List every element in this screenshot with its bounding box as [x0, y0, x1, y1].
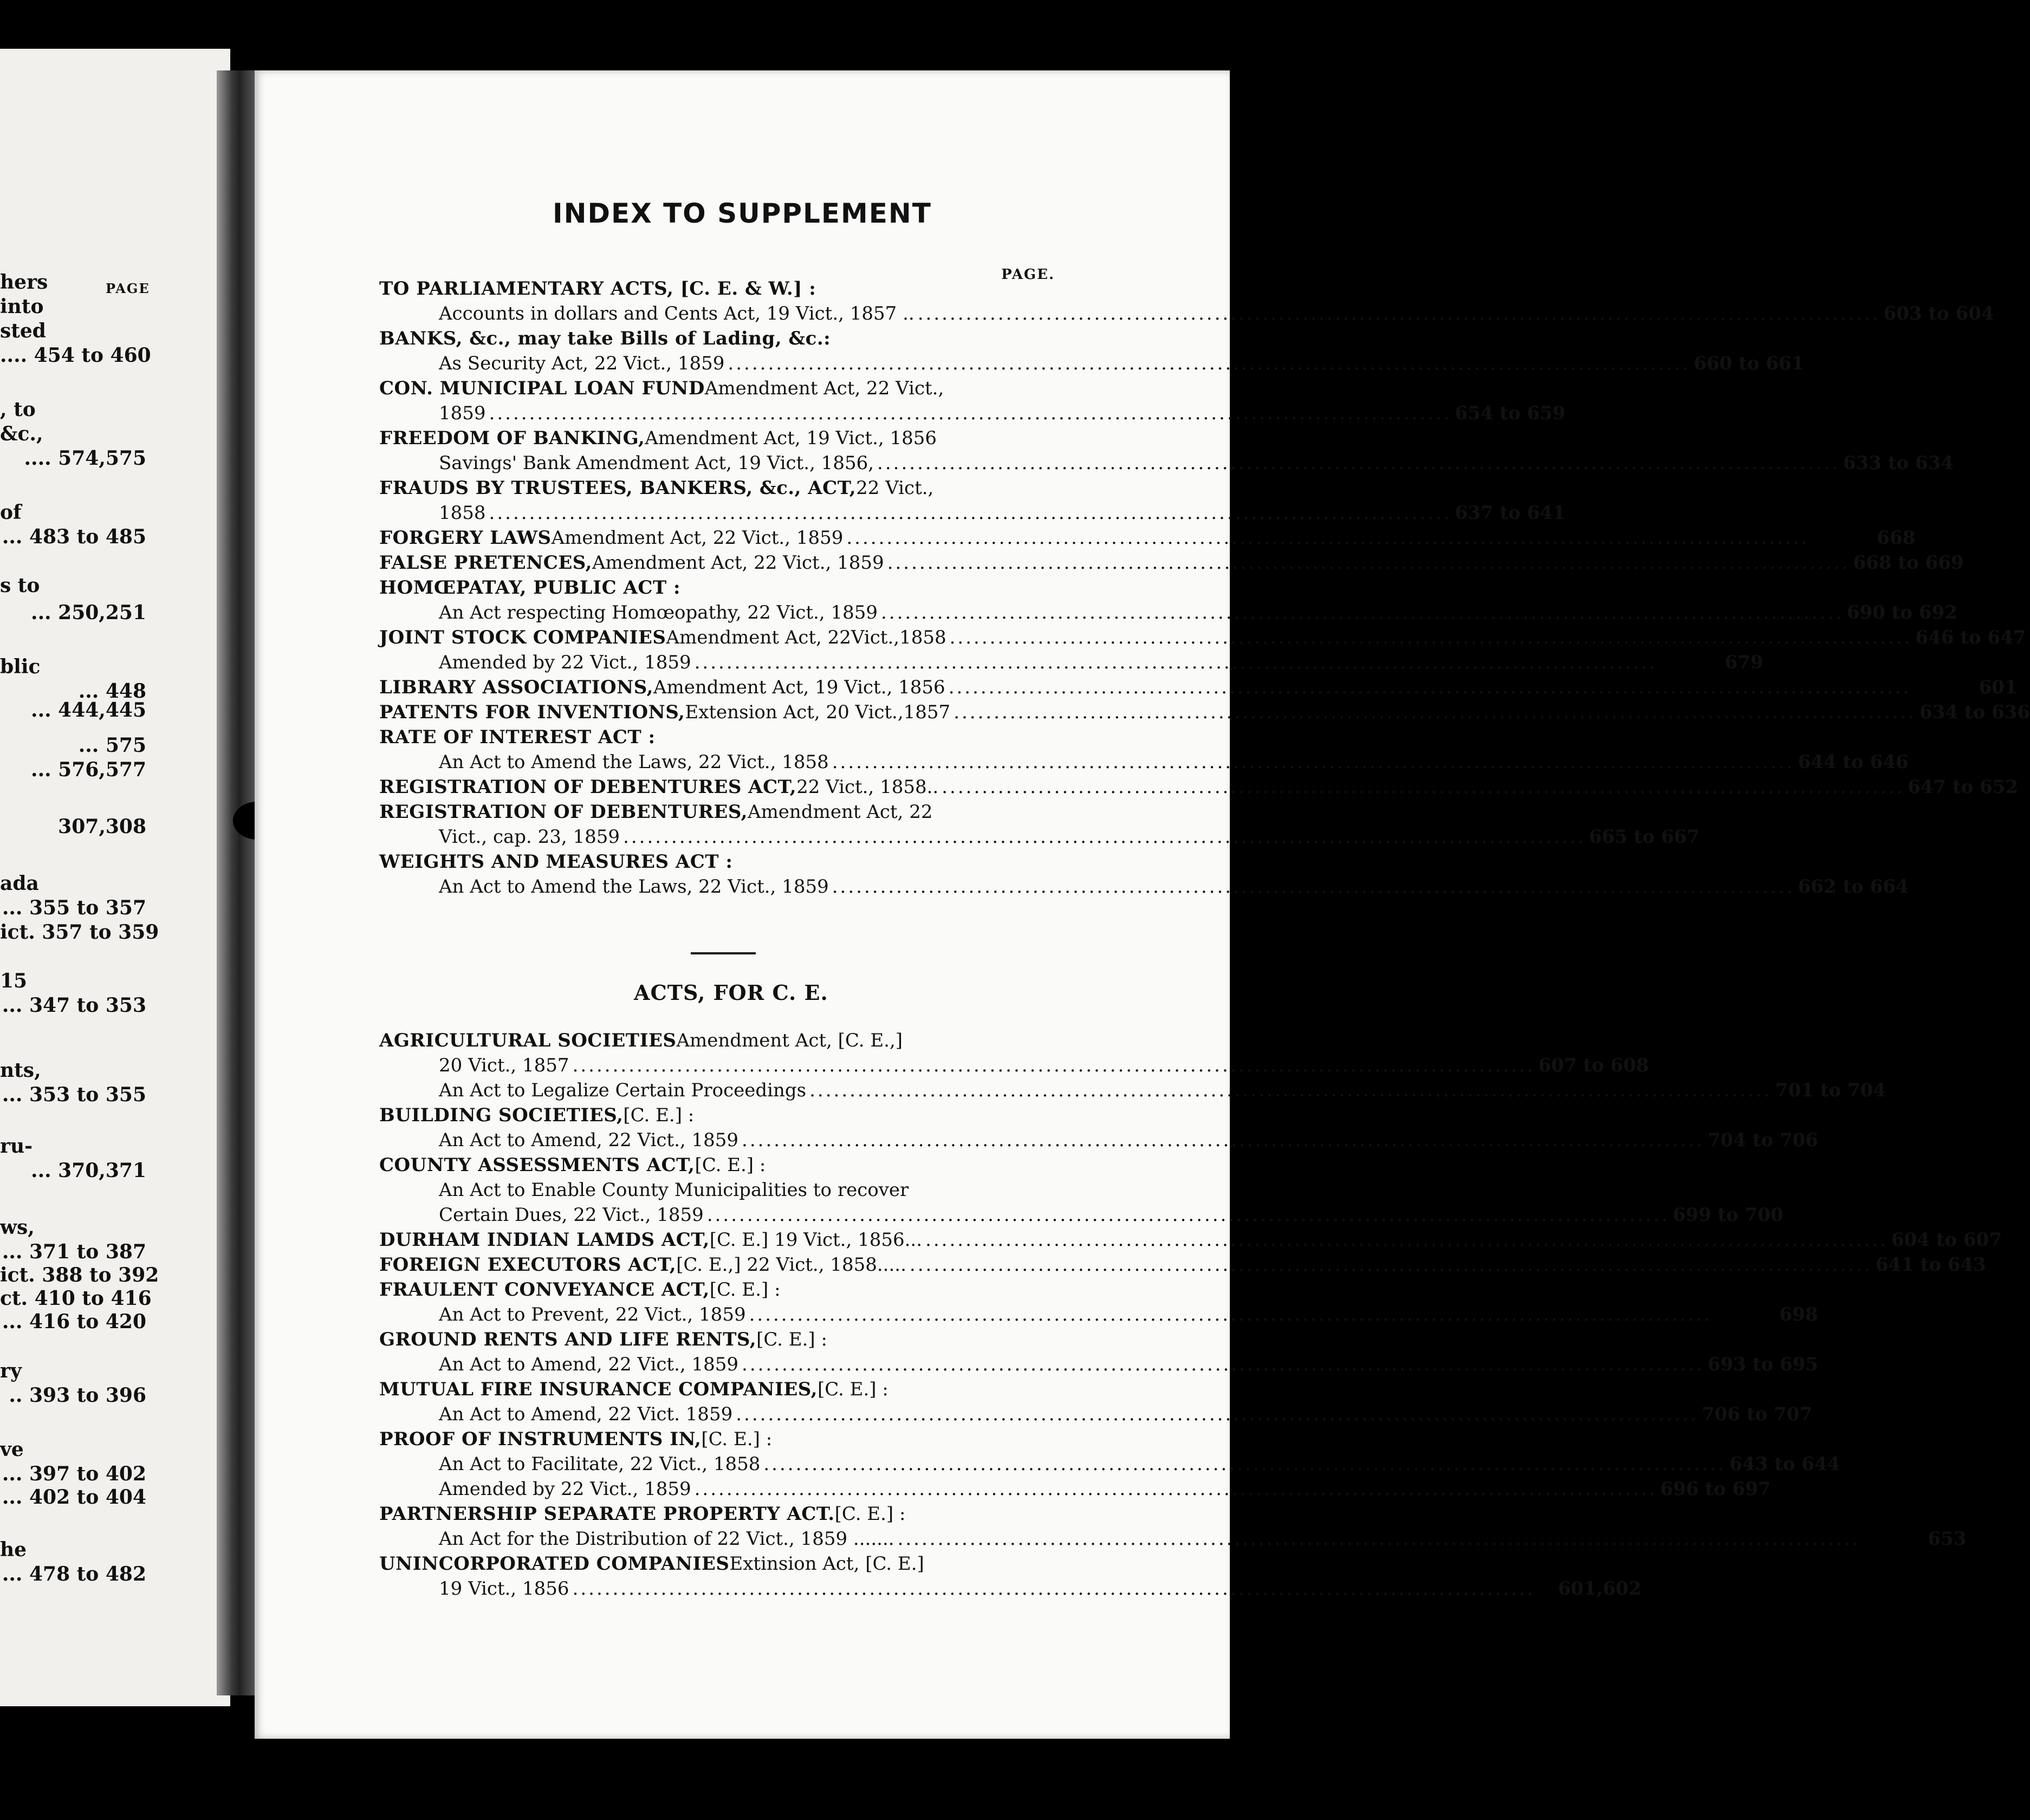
entry-heading: FRAULENT CONVEYANCE ACT, — [379, 1279, 710, 1301]
page-reference: 660 to 661 — [1694, 353, 1805, 374]
dot-leader: ........................................................................................................................ — [736, 1403, 1699, 1425]
entry-text: 22 Vict., — [856, 477, 934, 499]
left-fragment: ... 483 to 485 — [2, 525, 146, 548]
entry-text: [C. E.] 19 Vict., 1856... — [709, 1229, 923, 1251]
entry-text: Amendment Act, 19 Vict., 1856 — [645, 427, 937, 449]
dot-leader: ........................................................................................................................ — [877, 452, 1840, 474]
dot-leader: ........................................................................................................................ — [572, 1055, 1535, 1076]
dot-leader: ........................................................................................................................ — [749, 1304, 1712, 1325]
index-entry — [379, 625, 2026, 650]
dot-leader: ........................................................................................................................ — [623, 826, 1586, 848]
entry-heading: PARTNERSHIP SEPARATE PROPERTY ACT. — [379, 1503, 835, 1525]
left-fragment: ws, — [0, 1216, 35, 1239]
index-entry — [379, 1402, 1813, 1427]
page-reference: 634 to 636 — [1919, 701, 2030, 723]
left-fragment: ... 478 to 482 — [2, 1563, 146, 1585]
left-fragment: ... 576,577 — [31, 758, 146, 781]
index-entry — [379, 1153, 1078, 1178]
index-entry — [379, 775, 2019, 800]
entry-text: Amendment Act, 22 Vict., 1859 — [551, 527, 844, 549]
entry-text: [C. E.] : — [817, 1379, 888, 1400]
left-fragment: .... 454 to 460 — [0, 344, 151, 367]
entry-text: Amendment Act, 22 Vict., — [704, 378, 944, 399]
entry-text: Extinsion Act, [C. E.] — [729, 1553, 924, 1575]
index-entry — [379, 276, 1078, 301]
left-page — [0, 49, 230, 1706]
dot-leader: ........................................................................................................................ — [832, 751, 1795, 773]
entry-text: Amendment Act, 22 — [748, 801, 933, 823]
index-entry — [379, 575, 1078, 600]
dot-leader: ........................................................................................................................ — [887, 552, 1850, 574]
page-reference: 690 to 692 — [1846, 602, 1957, 623]
entry-heading: WEIGHTS AND MEASURES ACT : — [379, 851, 733, 873]
entry-text: Certain Dues, 22 Vict., 1859 — [439, 1204, 704, 1226]
entry-text: Amendment Act, 22 Vict., 1859 — [592, 552, 884, 574]
index-entry — [379, 401, 1566, 426]
left-fragment: into — [0, 295, 44, 318]
page-reference: 646 to 647 — [1915, 627, 2026, 648]
dot-leader: ........................................................................................................................ — [954, 701, 1917, 723]
index-entry — [379, 301, 1994, 326]
left-fragment: 307,308 — [58, 815, 146, 838]
index-entry — [379, 1202, 1783, 1227]
dot-leader: ........................................................................................................................ — [942, 776, 1905, 798]
left-page-header: PAGE — [106, 281, 150, 296]
index-entry — [379, 326, 1078, 351]
entry-text: 1858 — [439, 502, 486, 524]
dot-leader: ........................................................................................................................ — [728, 353, 1691, 374]
left-fragment: .. 393 to 396 — [9, 1384, 146, 1407]
entry-text: [C. E.] : — [623, 1104, 695, 1126]
index-entry — [379, 750, 1909, 775]
left-fragment: he — [0, 1538, 27, 1561]
entry-text: Vict., cap. 23, 1859 — [439, 826, 620, 848]
page-reference: 668 — [1877, 527, 1916, 549]
index-entry — [379, 1227, 2002, 1252]
entry-text: As Security Act, 22 Vict., 1859 — [439, 353, 725, 374]
entry-text: [C. E.] : — [756, 1329, 827, 1350]
left-fragment: 15 — [0, 970, 28, 992]
dot-leader: ........................................................................................................................ — [489, 402, 1452, 424]
entry-text: An Act to Prevent, 22 Vict., 1859 — [439, 1304, 746, 1325]
page-reference: 704 to 706 — [1707, 1129, 1818, 1151]
page-reference: 701 to 704 — [1775, 1080, 1886, 1101]
entry-heading: COUNTY ASSESSMENTS ACT, — [379, 1154, 695, 1176]
index-entry — [379, 1128, 1818, 1153]
dot-leader: ........................................................................................................................ — [881, 602, 1844, 623]
dot-leader: ........................................................................................................................ — [572, 1578, 1535, 1600]
index-entry — [379, 1477, 1771, 1502]
page-reference: 641 to 643 — [1875, 1254, 1986, 1276]
left-fragment: of — [0, 501, 22, 524]
entry-text: [C. E.] : — [834, 1503, 906, 1525]
left-fragment: ru- — [0, 1135, 33, 1158]
page-reference: 603 to 604 — [1883, 303, 1994, 324]
index-entry — [379, 1178, 1078, 1202]
dot-leader: ........................................................................................................................ — [706, 1204, 1670, 1226]
index-entry — [379, 600, 1957, 625]
index-entry — [379, 824, 1700, 849]
entry-heading: FRAUDS BY TRUSTEES, BANKERS, &c., ACT, — [379, 477, 857, 499]
left-fragment: ... 347 to 353 — [2, 994, 146, 1017]
index-entry — [379, 725, 1078, 750]
dot-leader: ........................................................................................................................ — [897, 1528, 1860, 1550]
left-fragment: .... 574,575 — [24, 447, 146, 470]
entry-text: An Act to Enable County Municipalities to recover — [439, 1179, 909, 1201]
dot-leader: ........................................................................................................................ — [742, 1129, 1704, 1151]
book-gutter — [217, 70, 255, 1695]
entry-text: 22 Vict., 1858.. — [796, 776, 939, 798]
dot-leader: ........................................................................................................................ — [949, 627, 1912, 648]
entry-text: Extension Act, 20 Vict.,1857 — [685, 701, 951, 723]
index-entry — [379, 1551, 1078, 1576]
entry-heading: DURHAM INDIAN LAMDS ACT, — [379, 1229, 710, 1251]
entry-heading: BANKS, &c., may take Bills of Lading, &c.: — [379, 328, 831, 349]
left-fragment: &c., — [0, 422, 43, 445]
dot-leader: ........................................................................................................................ — [489, 502, 1452, 524]
entry-text: Accounts in dollars and Cents Act, 19 Vict., 1857 .. — [439, 303, 915, 324]
entry-text: 20 Vict., 1857 — [439, 1055, 569, 1076]
index-entry — [379, 1452, 1840, 1477]
entry-text: 19 Vict., 1856 — [439, 1578, 569, 1600]
left-fragment: ... 416 to 420 — [2, 1310, 146, 1333]
entry-text: [C. E.,] 22 Vict., 1858..... — [676, 1254, 906, 1276]
entry-text: An Act to Amend, 22 Vict., 1859 — [439, 1354, 739, 1375]
left-fragment: ... 353 to 355 — [2, 1083, 146, 1106]
index-entry — [379, 376, 1078, 401]
dot-leader: ........................................................................................................................ — [809, 1080, 1773, 1101]
dot-leader: ........................................................................................................................ — [846, 527, 1810, 549]
page-reference: 706 to 707 — [1702, 1403, 1813, 1425]
entry-text: An Act to Legalize Certain Proceedings — [439, 1080, 807, 1101]
index-entry — [379, 1576, 1642, 1601]
index-entry — [379, 426, 1078, 451]
left-fragment: ct. 410 to 416 — [0, 1287, 152, 1310]
left-fragment: ict. 388 to 392 — [0, 1264, 159, 1286]
page-reference: 668 to 669 — [1853, 552, 1964, 574]
entry-heading: JOINT STOCK COMPANIES — [379, 627, 666, 648]
entry-heading: FALSE PRETENCES, — [379, 552, 592, 574]
page-reference: 654 to 659 — [1455, 402, 1566, 424]
index-entry — [379, 476, 1078, 500]
dot-leader: ........................................................................................................................ — [694, 1478, 1657, 1500]
entry-text: Amended by 22 Vict., 1859 — [439, 652, 691, 673]
page-reference: 696 to 697 — [1660, 1478, 1771, 1500]
entry-text: An Act to Amend, 22 Vict. 1859 — [439, 1403, 733, 1425]
left-fragment: ... 444,445 — [31, 699, 146, 722]
page-reference: 653 — [1928, 1528, 1967, 1550]
dot-leader: ........................................................................................................................ — [909, 1254, 1872, 1276]
index-entry — [379, 1526, 1967, 1551]
dot-leader: ........................................................................................................................ — [948, 677, 1911, 698]
entry-text: An Act to Facilitate, 22 Vict., 1858 — [439, 1453, 761, 1475]
page-reference: 644 to 646 — [1798, 751, 1909, 773]
index-entry — [379, 1302, 1818, 1327]
entry-heading: MUTUAL FIRE INSURANCE COMPANIES, — [379, 1379, 818, 1400]
section-divider — [691, 952, 756, 954]
index-entry — [379, 351, 1805, 376]
index-entry — [379, 451, 1954, 476]
entry-heading: TO PARLIAMENTARY ACTS, [C. E. & W.] : — [379, 278, 816, 300]
index-entry — [379, 650, 1763, 675]
entry-text: An Act respecting Homœopathy, 22 Vict., 1859 — [439, 602, 878, 623]
index-entry — [379, 1352, 1818, 1377]
entry-text: An Act for the Distribution of 22 Vict., 1859 ....... — [439, 1528, 894, 1550]
index-entry — [379, 1103, 1078, 1128]
page-reference: 647 to 652 — [1908, 776, 2019, 798]
left-fragment: ... 250,251 — [31, 601, 146, 624]
page-title: INDEX TO SUPPLEMENT — [553, 198, 932, 229]
entry-heading: REGISTRATION OF DEBENTURES, — [379, 801, 748, 823]
page-reference: 679 — [1724, 652, 1763, 673]
index-entry — [379, 849, 1078, 874]
page-reference: 643 to 644 — [1729, 1453, 1840, 1475]
entry-heading: BUILDING SOCIETIES, — [379, 1104, 624, 1126]
entry-heading: HOMŒPATAY, PUBLIC ACT : — [379, 577, 681, 599]
index-entry — [379, 1028, 1078, 1053]
index-entry — [379, 1053, 1649, 1078]
left-fragment: sted — [0, 320, 46, 342]
entry-text: Amendment Act, [C. E.,] — [676, 1030, 903, 1051]
section-title: ACTS, FOR C. E. — [634, 980, 828, 1005]
page-reference: 665 to 667 — [1588, 826, 1700, 848]
index-entry — [379, 1427, 1078, 1452]
entry-heading: FOREIGN EXECUTORS ACT, — [379, 1254, 677, 1276]
index-entry — [379, 500, 1566, 525]
entry-text: An Act to Amend the Laws, 22 Vict., 1859 — [439, 876, 829, 898]
left-fragment: nts, — [0, 1059, 41, 1082]
index-entry — [379, 1252, 1986, 1277]
entry-text: [C. E.] : — [709, 1279, 781, 1301]
entry-heading: PATENTS FOR INVENTIONS, — [379, 701, 685, 723]
dot-leader: ........................................................................................................................ — [917, 303, 1880, 324]
left-fragment: ... 370,371 — [31, 1159, 146, 1182]
left-fragment: ... 575 — [78, 734, 146, 757]
index-entry — [379, 1377, 1078, 1402]
index-entry — [379, 550, 1964, 575]
entry-text: An Act to Amend the Laws, 22 Vict., 1858 — [439, 751, 829, 773]
entry-heading: AGRICULTURAL SOCIETIES — [379, 1030, 677, 1051]
entry-heading: FORGERY LAWS — [379, 527, 552, 549]
entry-heading: CON. MUNICIPAL LOAN FUND — [379, 378, 705, 399]
index-entry — [379, 675, 2018, 700]
page-column-header: PAGE. — [1001, 266, 1055, 283]
entry-heading: UNINCORPORATED COMPANIES — [379, 1553, 730, 1575]
entry-heading: LIBRARY ASSOCIATIONS, — [379, 677, 653, 698]
left-fragment: ry — [0, 1360, 22, 1382]
page-reference: 699 to 700 — [1672, 1204, 1783, 1226]
left-fragment: hers — [0, 271, 48, 294]
entry-heading: FREEDOM OF BANKING, — [379, 427, 645, 449]
page-reference: 693 to 695 — [1707, 1354, 1818, 1375]
entry-heading: PROOF OF INSTRUMENTS IN, — [379, 1428, 702, 1450]
page-reference: 601 — [1979, 677, 2018, 698]
left-fragment: ... 448 — [78, 680, 146, 703]
page-reference: 662 to 664 — [1798, 876, 1909, 898]
index-entry — [379, 800, 1078, 824]
dot-leader: ........................................................................................................................ — [832, 876, 1795, 898]
entry-heading: GROUND RENTS AND LIFE RENTS, — [379, 1329, 757, 1350]
index-entry — [379, 525, 1916, 550]
entry-heading: RATE OF INTEREST ACT : — [379, 726, 656, 748]
left-fragment: ... 397 to 402 — [2, 1462, 146, 1485]
index-entry — [379, 1078, 1886, 1103]
entry-text: 1859 — [439, 402, 486, 424]
left-fragment: , to — [0, 398, 36, 421]
left-fragment: s to — [0, 574, 40, 597]
left-fragment: ada — [0, 872, 39, 895]
left-fragment: ... 402 to 404 — [2, 1486, 146, 1509]
dot-leader: ........................................................................................................................ — [925, 1229, 1888, 1251]
page-reference: 604 to 607 — [1891, 1229, 2002, 1251]
left-fragment: blic — [0, 655, 41, 678]
index-entry — [379, 700, 2030, 725]
index-entry — [379, 1327, 1078, 1352]
page-reference: 601,602 — [1558, 1578, 1642, 1600]
left-fragment: ... 371 to 387 — [2, 1240, 146, 1263]
dot-leader: ........................................................................................................................ — [763, 1453, 1727, 1475]
entry-text: [C. E.] : — [695, 1154, 766, 1176]
index-entry — [379, 874, 1909, 899]
entry-heading: REGISTRATION OF DEBENTURES ACT, — [379, 776, 797, 798]
left-fragment: ve — [0, 1438, 24, 1461]
entry-text: Amendment Act, 19 Vict., 1856 — [653, 677, 945, 698]
left-fragment: ... 355 to 357 — [2, 896, 146, 919]
page-reference: 637 to 641 — [1455, 502, 1566, 524]
index-entry — [379, 1502, 1078, 1526]
entry-text: An Act to Amend, 22 Vict., 1859 — [439, 1129, 739, 1151]
page-reference: 607 to 608 — [1538, 1055, 1649, 1076]
left-fragment: ict. 357 to 359 — [0, 921, 159, 944]
index-entry — [379, 1277, 1078, 1302]
dot-leader: ........................................................................................................................ — [694, 652, 1657, 673]
entry-text: Amendment Act, 22Vict.,1858 — [666, 627, 946, 648]
page-reference: 633 to 634 — [1843, 452, 1954, 474]
entry-text: Savings' Bank Amendment Act, 19 Vict., 1856, — [439, 452, 874, 474]
dot-leader: ........................................................................................................................ — [742, 1354, 1704, 1375]
page-reference: 698 — [1779, 1304, 1818, 1325]
entry-text: Amended by 22 Vict., 1859 — [439, 1478, 691, 1500]
entry-text: [C. E.] : — [701, 1428, 773, 1450]
